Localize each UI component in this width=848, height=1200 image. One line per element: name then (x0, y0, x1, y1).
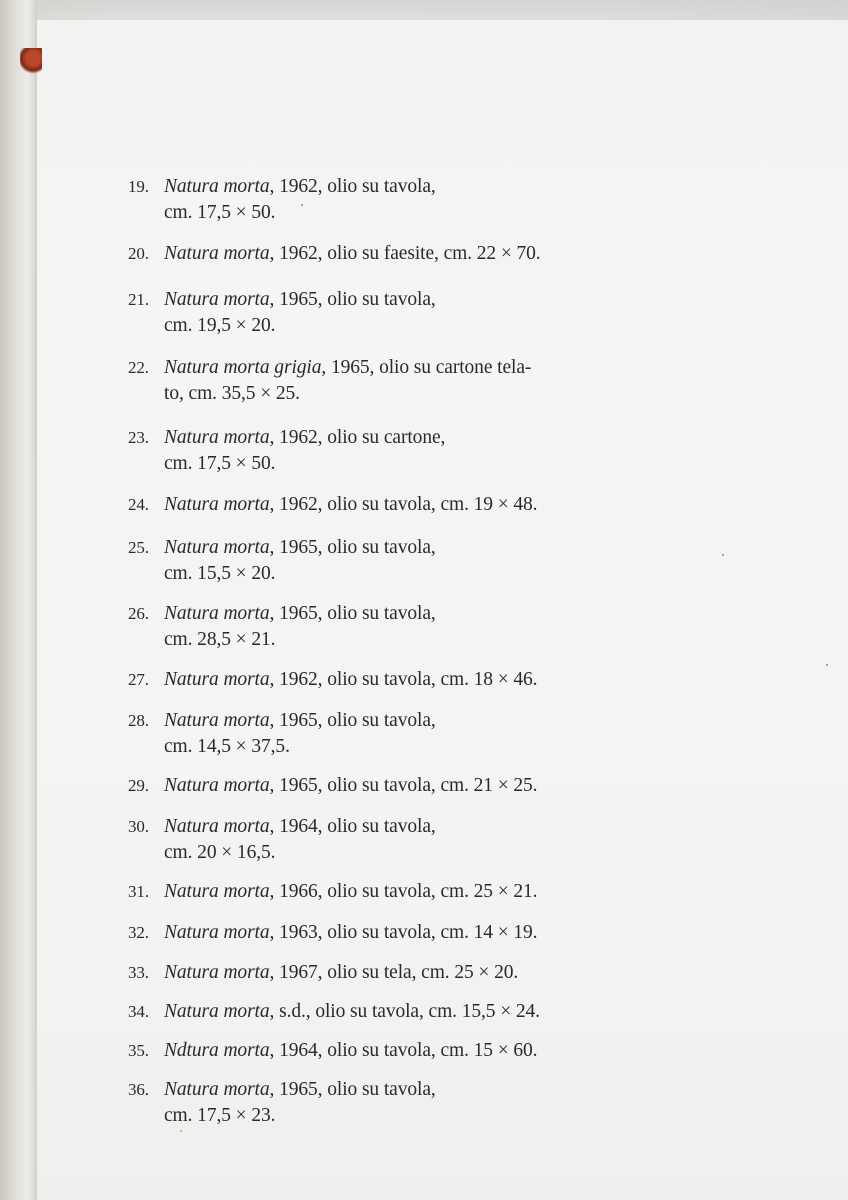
entry-dimensions: cm. 14,5 × 37,5. (164, 736, 290, 757)
entry-title: Natura morta (164, 669, 270, 690)
entry-number: 23. (128, 428, 149, 447)
entry-number: 33. (128, 963, 149, 982)
entry-number: 22. (128, 358, 149, 377)
entry-number: 34. (128, 1002, 149, 1021)
entry-number: 36. (128, 1080, 149, 1099)
entry-details: , 1962, olio su cartone, (269, 427, 446, 448)
entry-dimensions: cm. 17,5 × 50. (164, 453, 276, 474)
entry-title: Natura morta (164, 537, 270, 558)
list-item (128, 239, 598, 268)
entry-number: 21. (128, 290, 149, 309)
entry-title: Natura morta (164, 1079, 270, 1100)
list-item (128, 423, 598, 478)
list-item (128, 706, 598, 761)
entry-number: 35. (128, 1041, 149, 1060)
entry-title: Natura morta (164, 710, 270, 731)
entry-details: , 1962, olio su faesite, cm. 22 × 70. (269, 243, 541, 264)
list-item (128, 665, 598, 694)
entry-title: Natura morta (164, 1001, 270, 1022)
entry-details: , 1962, olio su tavola, cm. 19 × 48. (269, 494, 538, 515)
list-item (128, 353, 598, 408)
paper-speck (826, 664, 828, 666)
entry-details: , 1965, olio su tavola, cm. 21 × 25. (269, 775, 538, 796)
entry-number: 19. (128, 177, 149, 196)
entry-title: Natura morta (164, 243, 270, 264)
list-item (128, 812, 598, 867)
entry-details: , 1963, olio su tavola, cm. 14 × 19. (269, 922, 538, 943)
entry-details: , 1962, olio su tavola, cm. 18 × 46. (269, 669, 538, 690)
entry-number: 27. (128, 670, 149, 689)
entry-number: 24. (128, 495, 149, 514)
list-item (128, 1075, 598, 1130)
entry-details: , 1965, olio su tavola, (269, 1079, 436, 1100)
list-item (128, 918, 598, 947)
entry-dimensions: cm. 19,5 × 20. (164, 315, 276, 336)
entry-title: Natura morta (164, 775, 270, 796)
entry-dimensions: cm. 20 × 16,5. (164, 842, 276, 863)
entry-title: Natura morta (164, 922, 270, 943)
list-item (128, 490, 598, 519)
list-item (128, 877, 598, 906)
paper-speck (180, 1130, 182, 1132)
entry-number: 31. (128, 882, 149, 901)
entry-title: Natura morta (164, 881, 270, 902)
entry-title: Natura morta grigia (164, 357, 322, 378)
list-item (128, 172, 598, 227)
entry-number: 32. (128, 923, 149, 942)
list-item (128, 1036, 598, 1065)
entry-details: , 1965, olio su tavola, (269, 710, 436, 731)
list-item (128, 997, 598, 1026)
entry-details: , s.d., olio su tavola, cm. 15,5 × 24. (269, 1001, 540, 1022)
entry-dimensions: cm. 17,5 × 50. (164, 202, 276, 223)
entry-title: Ndtura morta (164, 1040, 270, 1061)
entry-title: Natura morta (164, 962, 270, 983)
entry-title: Natura morta (164, 289, 270, 310)
entry-details: , 1965, olio su tavola, (269, 537, 436, 558)
entry-details: , 1966, olio su tavola, cm. 25 × 21. (269, 881, 538, 902)
entry-title: Natura morta (164, 176, 270, 197)
list-item (128, 958, 598, 987)
entry-details: , 1965, olio su cartone tela- (321, 357, 532, 378)
entry-details: , 1965, olio su tavola, (269, 603, 436, 624)
entry-title: Natura morta (164, 816, 270, 837)
entry-dimensions: to, cm. 35,5 × 25. (164, 383, 300, 404)
entry-details: , 1967, olio su tela, cm. 25 × 20. (269, 962, 519, 983)
entry-number: 28. (128, 711, 149, 730)
entry-dimensions: cm. 17,5 × 23. (164, 1105, 276, 1126)
list-item (128, 599, 598, 654)
entry-dimensions: cm. 15,5 × 20. (164, 563, 276, 584)
list-item (128, 771, 598, 800)
list-item (128, 285, 598, 340)
paper-speck (301, 204, 303, 206)
entry-details: , 1962, olio su tavola, (269, 176, 436, 197)
entry-number: 29. (128, 776, 149, 795)
entry-title: Natura morta (164, 494, 270, 515)
entry-number: 25. (128, 538, 149, 557)
entry-details: , 1965, olio su tavola, (269, 289, 436, 310)
entry-title: Natura morta (164, 603, 270, 624)
entry-number: 30. (128, 817, 149, 836)
list-item (128, 533, 598, 588)
paper-speck (722, 554, 724, 556)
entry-number: 26. (128, 604, 149, 623)
entry-dimensions: cm. 28,5 × 21. (164, 629, 276, 650)
entry-details: , 1964, olio su tavola, cm. 15 × 60. (269, 1040, 538, 1061)
entry-number: 20. (128, 244, 149, 263)
entry-title: Natura morta (164, 427, 270, 448)
entry-details: , 1964, olio su tavola, (269, 816, 436, 837)
